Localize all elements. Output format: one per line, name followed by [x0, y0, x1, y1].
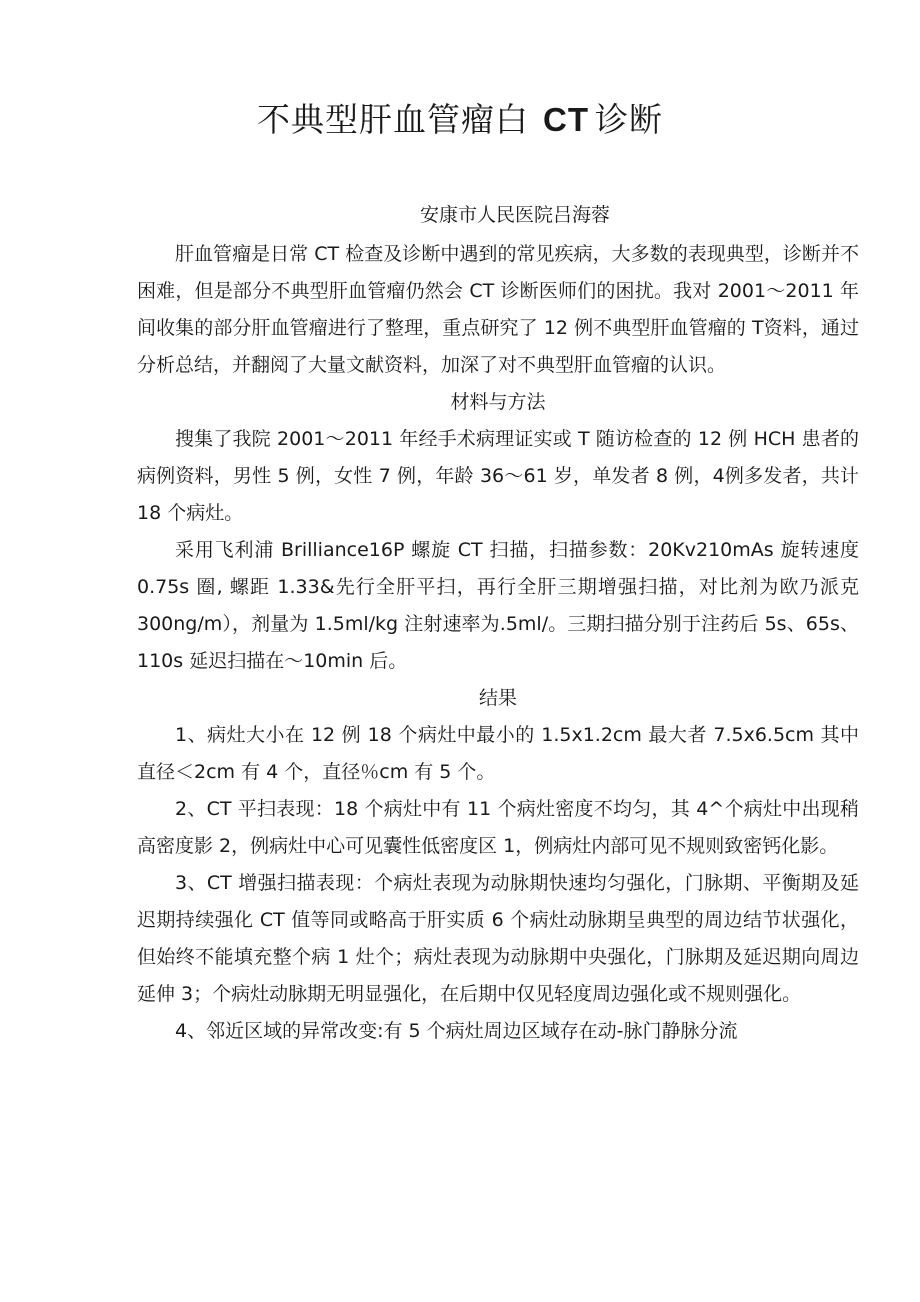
author-line: 安康市人民医院吕海蓉 [420, 204, 611, 226]
section-heading-methods: 材料与方法 [450, 391, 546, 413]
result-paragraph-3: 3、CT 增强扫描表现：个病灶表现为动脉期快速均匀强化，门脉期、平衡期及延迟期持续强化 CT 值等同或略高于肝实质 6 个病灶动脉期呈典型的周边结节状强化，但始终不能填充整个病 1 灶个；病灶表现为动脉期中央强化，门脉期及延迟期向周边延伸 3；个病灶动脉期无明显强化，在后期中仅见轻度周边强化或不规则强化。 [137, 872, 859, 1005]
methods-paragraph-2: 采用飞利浦 Brilliance16P 螺旋 CT 扫描，扫描参数：20Kv210mAs 旋转速度 0.75s 圈, 螺距 1.33&先行全肝平扫，再行全肝三期增强扫描，对比剂为欧乃派克 300ng/m），剂量为 1.5ml/kg 注射速率为.5ml/。三期扫描分别于注药后 5s、65s、110s 延迟扫描在～10min 后。 [137, 539, 859, 672]
result-paragraph-2: 2、CT 平扫表现：18 个病灶中有 11 个病灶密度不均匀，其 4^个病灶中出现稍高密度影 2，例病灶中心可见囊性低密度区 1，例病灶内部可见不规则致密钙化影。 [137, 798, 859, 857]
title-ct: CT [543, 101, 589, 138]
methods-paragraph-1: 搜集了我院 2001～2011 年经手术病理证实或 T 随访检查的 12 例 HCH 患者的病例资料，男性 5 例，女性 7 例，年龄 36～61 岁，单发者 8 例，4例多发者，共计 18 个病灶。 [137, 428, 859, 524]
title-suffix: 诊断 [595, 100, 663, 139]
section-heading-results: 结果 [478, 687, 517, 709]
document-body [137, 236, 859, 1050]
result-paragraph-1: 1、病灶大小在 12 例 18 个病灶中最小的 1.5x1.2cm 最大者 7.5x6.5cm 其中直径＜2cm 有 4 个，直径％cm 有 5 个。 [137, 724, 859, 783]
title-prefix: 不典型肝血管瘤白 [257, 100, 529, 139]
result-paragraph-4: 4、邻近区域的异常改变:有 5 个病灶周边区域存在动-脉门静脉分流 [175, 1020, 738, 1042]
intro-paragraph: 肝血管瘤是日常 CT 检查及诊断中遇到的常见疾病，大多数的表现典型，诊断并不困难，但是部分不典型肝血管瘤仍然会 CT 诊断医师们的困扰。我对 2001～2011 年间收集的部分肝血管瘤进行了整理，重点研究了 12 例不典型肝血管瘤的 T资料，通过分析总结，并翻阅了大量文献资料，加深了对不典型肝血管瘤的认识。 [137, 243, 859, 376]
document-title [0, 96, 920, 144]
